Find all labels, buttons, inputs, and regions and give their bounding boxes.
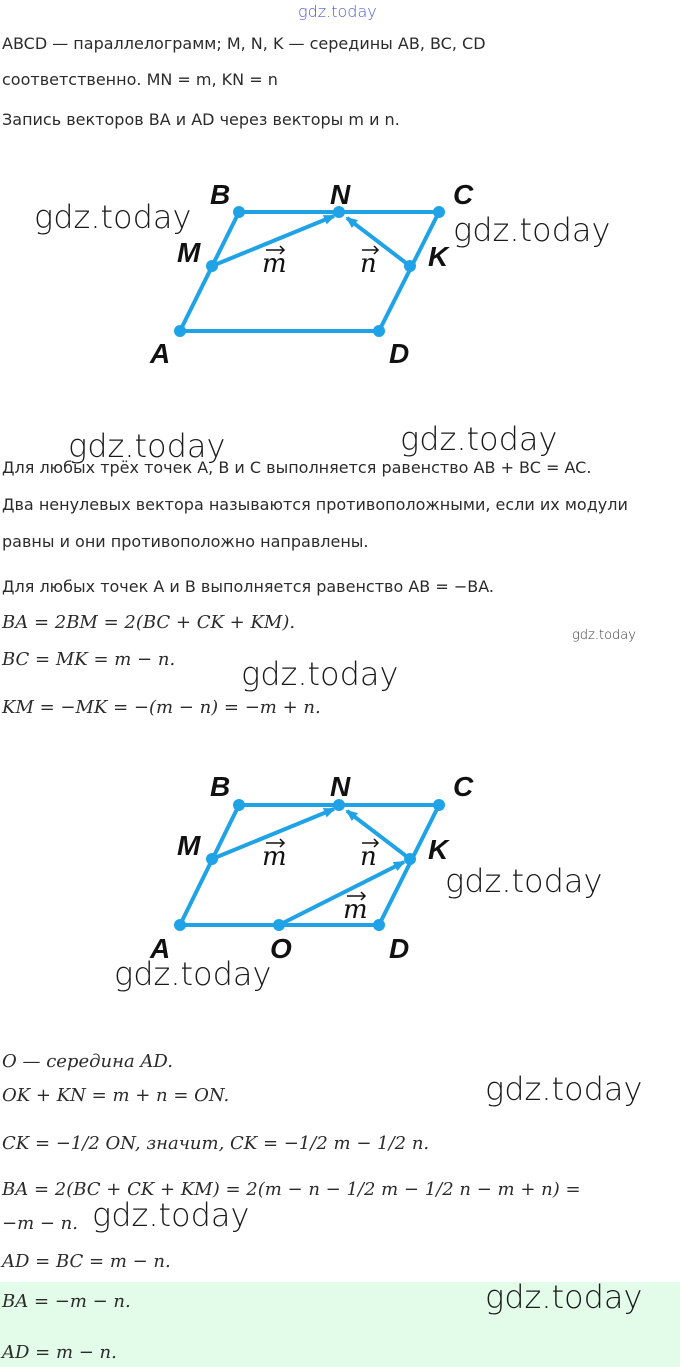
watermark-top: gdz.today (298, 2, 377, 21)
equation-bc: BC = MK = m − n. (2, 649, 176, 670)
point-a (174, 325, 186, 337)
solution-line-6: AD = BC = m − n. (2, 1251, 171, 1272)
fact-line-2: Два ненулевых вектора называются противоположными, если их модули (2, 495, 628, 514)
label-k-2: K (428, 834, 449, 865)
label-vector-n-2: n (360, 842, 377, 872)
label-n: N (330, 179, 351, 210)
watermark-solution-1: gdz.today (485, 1070, 643, 1108)
answer-line-1: BA = −m − n. (2, 1291, 131, 1312)
point-k-2 (404, 853, 416, 865)
watermark-facts-left: gdz.today (68, 427, 226, 465)
point-c (433, 206, 445, 218)
vector-kn-2 (347, 811, 410, 859)
point-m-2 (206, 853, 218, 865)
watermark-facts-right: gdz.today (400, 420, 558, 458)
label-vector-m: m (262, 249, 287, 279)
label-vector-m-3: m (343, 895, 368, 925)
label-c: C (453, 179, 474, 210)
equation-km: KM = −MK = −(m − n) = −m + n. (2, 697, 321, 718)
watermark-mid: gdz.today (241, 655, 399, 693)
point-d-2 (373, 919, 385, 931)
solution-line-2: OK + KN = m + n = ON. (2, 1085, 230, 1106)
parallelogram-abcd (180, 212, 439, 331)
point-b-2 (233, 799, 245, 811)
intro-line-3: Запись векторов BA и AD через векторы m и n. (2, 110, 400, 129)
watermark-answer: gdz.today (485, 1278, 643, 1316)
intro-line-1: ABCD — параллелограмм; M, N, K — середины AB, BC, CD (2, 34, 486, 53)
fact-line-4: Для любых точек A и B выполняется равенство AB = −BA. (2, 577, 494, 596)
fact-line-1: Для любых трёх точек A, B и C выполняется равенство AB + BC = AC. (2, 458, 592, 477)
point-k (404, 260, 416, 272)
fact-line-3: равны и они противоположно направлены. (2, 532, 369, 551)
label-n-2: N (330, 771, 351, 802)
watermark-fig2-left: gdz.today (114, 955, 272, 993)
solution-line-4: BA = 2(BC + CK + KM) = 2(m − n − 1/2 m − 1/2 n − m + n) = (2, 1179, 581, 1200)
watermark-fig2-right: gdz.today (445, 862, 603, 900)
answer-line-2: AD = m − n. (2, 1342, 117, 1363)
watermark-small: gdz.today (572, 628, 636, 643)
point-a-2 (174, 919, 186, 931)
label-d: D (389, 338, 410, 369)
label-c-2: C (453, 771, 474, 802)
label-k: K (428, 241, 449, 272)
solution-line-5: −m − n. (2, 1213, 78, 1234)
point-m (206, 260, 218, 272)
parallelogram-figure-1 (0, 160, 680, 400)
point-c-2 (433, 799, 445, 811)
point-b (233, 206, 245, 218)
label-vector-n: n (360, 249, 377, 279)
watermark-solution-2: gdz.today (92, 1196, 250, 1234)
equation-ba: BA = 2BM = 2(BC + CK + KM). (2, 612, 296, 633)
solution-line-1: O — середина AD. (2, 1051, 173, 1072)
solution-line-3: CK = −1/2 ON, значит, CK = −1/2 m − 1/2 n. (2, 1133, 430, 1154)
label-m-2: M (177, 830, 201, 861)
point-o (273, 919, 285, 931)
label-a-2: A (150, 933, 171, 964)
label-o: O (270, 933, 292, 964)
intro-line-2: соответственно. MN = m, KN = n (2, 70, 278, 89)
label-m: M (177, 237, 201, 268)
label-d-2: D (389, 933, 410, 964)
label-vector-m-2: m (262, 842, 287, 872)
label-b-2: B (210, 771, 231, 802)
vector-kn (347, 218, 410, 266)
label-a: A (150, 338, 171, 369)
watermark-fig1-right: gdz.today (453, 211, 611, 249)
watermark-fig1-left: gdz.today (34, 198, 192, 236)
label-b: B (210, 179, 231, 210)
point-d (373, 325, 385, 337)
